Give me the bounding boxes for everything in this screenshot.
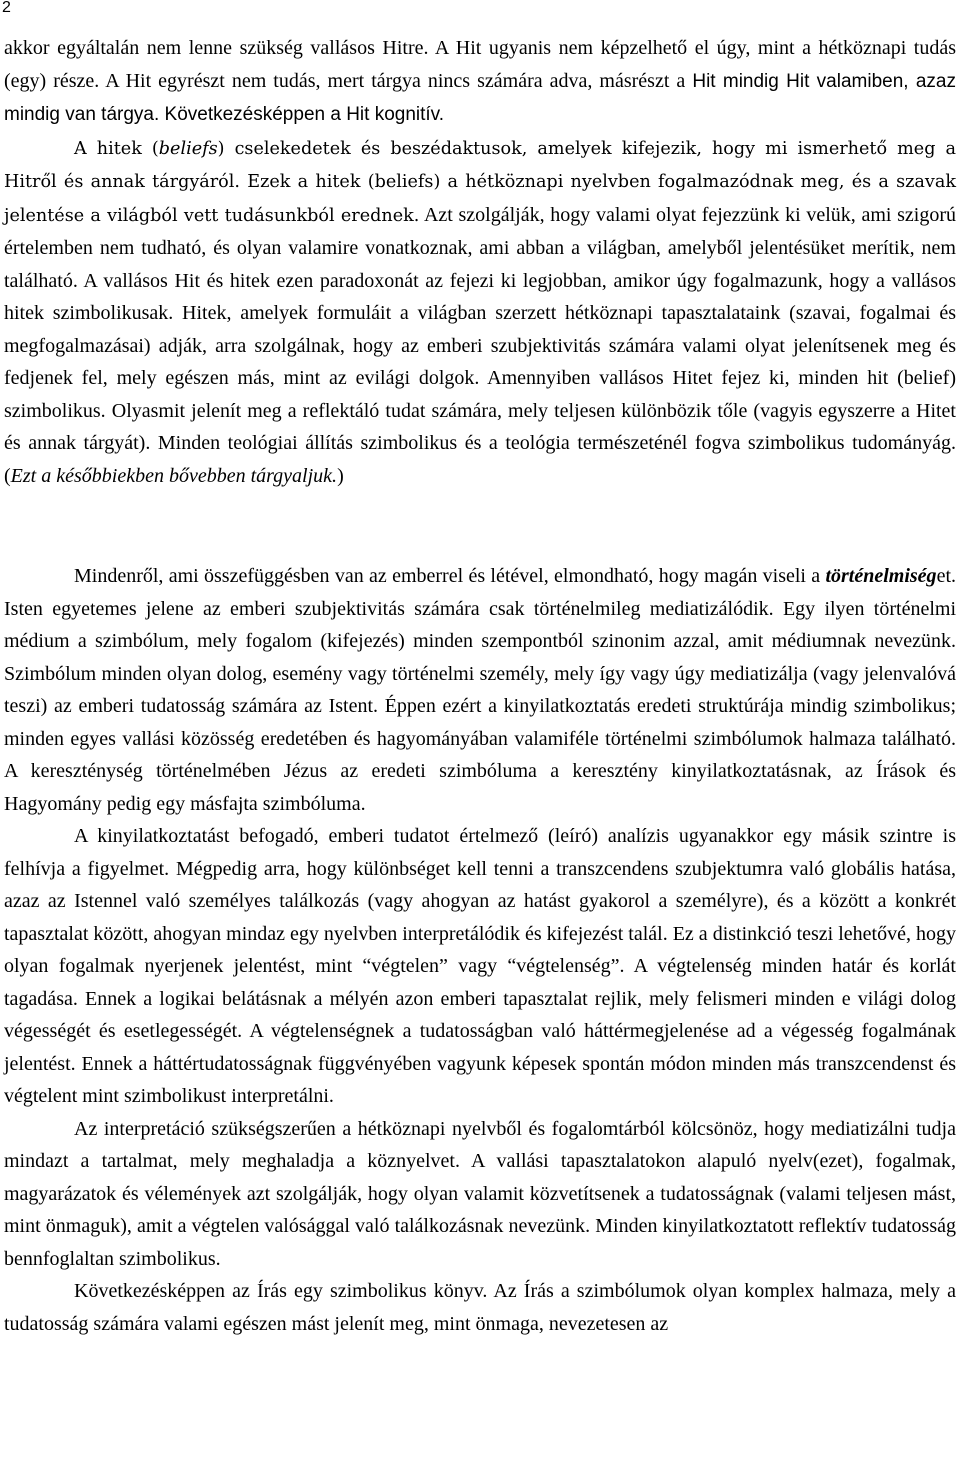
paragraph-2-italic-note: Ezt a későbbiekben bővebben tárgyaljuk. (10, 464, 338, 487)
text-block-main (4, 560, 956, 1340)
paragraph-6: Következésképpen az Írás egy szimbolikus könyv. Az Írás a szimbólumok olyan komplex halmaza, mely a tudatosság számára valami egészen mást jelenít meg, mint önmaga, nevezetesen az (4, 1280, 956, 1335)
paragraph-3 (4, 560, 956, 820)
paragraph-2-part-3: Azt szolgálják, hogy valami olyat fejezzünk ki velük, ami szigorú értelemben nem tudható, és olyan valamire vonatkoznak, ami abban a világban, amelyből jelentésüket merítik, nem található. (4, 203, 956, 292)
paragraph-2 (4, 132, 956, 493)
paragraph-3-emphasis: történelmiség (825, 565, 937, 587)
paragraph-1 (4, 32, 956, 132)
paragraph-2-part-4: A vallásos Hit és hitek ezen paradoxonát az fejezi ki legjobban, amikor úgy fogalmazunk, hogy a vallásos hitek szimbolikusak. Hitek, amelyek formuláit a világban szerzett hétköznapi tapasztalataink (szavai, fogalmai és megfogalmazásai) adják, arra szolgálnak, hogy az emberi szubjektivitás számára valami olyat jelenítsenek meg és fedjenek fel, mely egészen más, mint az evilági dolgok. Amennyiben vallásos Hitet fejez ki, minden hit (belief) szimbolikus. Olyasmit jelenít meg a reflektáló tudat számára, mely teljesen különbözik tőle (vagyis egyszerre a Hitet és annak tárgyát). Minden teológiai állítás szimbolikus és a teológia természeténél fogva szimbolikus tudományág. ( (4, 269, 956, 487)
paragraph-3-part-1: Mindenről, ami összefüggésben van az emberrel és létével, elmondható, hogy magán viseli a (74, 565, 826, 587)
paragraph-4: A kinyilatkoztatást befogadó, emberi tudatot értelmező (leíró) analízis ugyanakkor egy másik szintre is felhívja a figyelmet. Mégpedig arra, hogy különbséget kell tenni a transzcendens szubjektumra való globális hatása, azaz az Istennel való személyes találkozás (vagy ahogyan az hatást gyakorol a személyre), és a között a konkrét tapasztalat között, ahogyan mindaz egy nyelvben interpretálódik és kifejezést talál. Ez a distinkció teszi lehetővé, hogy olyan fogalmak nyerjenek jelentést, mint “végtelen” vagy “végtelenség”. A végtelenség minden határ és korlát tagadása. Ennek a logikai belátásnak a mélyén azon emberi tapasztalat rejlik, mely felismeri minden e világi dolog végességét és esetlegességét. A végtelenségnek a tudatosságban való háttérmegjelenése ad a végesség fogalmának jelentést. Ennek a háttértudatosságnak függvényében vagyunk képesek spontán módon minden más transzcendenst és végtelent mint szimbolikust interpretálni. (4, 825, 956, 1107)
paragraph-2-beliefs: beliefs (158, 138, 218, 159)
paragraph-2-part-1: A hitek ( (74, 138, 159, 159)
paragraph-1-line-1: akkor egyáltalán nem lenne szükség vallásos Hitre. A Hit ugyanis nem képzelhető el úgy, mint a hétköznapi tudás (egy) része. A Hit egyrészt nem tudás, mert tárgya nincs számára adva, másrészt a (4, 37, 956, 92)
paragraph-2-part-5: ) (337, 464, 344, 487)
text-block-top (4, 32, 956, 492)
page-number: 2 (2, 0, 11, 16)
paragraph-1-line-2: Hit mindig Hit valamiben, azaz mindig van tárgya. Következésképpen a Hit kognitív. (4, 70, 957, 125)
paragraph-5: Az interpretáció szükségszerűen a hétköznapi nyelvből és fogalomtárból kölcsönöz, hogy mediatizálni tudja mindazt a tartalmat, mely meghaladja a köznyelvet. A vallási tapasztalatokon alapuló nyelv(ezet), fogalmak, magyarázatok és vélemények azt szolgálják, hogy olyan valamit közvetítsenek a tudatosságnak (valami teljesen mást, mint önmaguk), amit a végtelen valósággal való találkozásnak nevezünk. Minden kinyilatkoztatott reflektív tudatosság bennfoglaltan szimbolikus. (4, 1117, 956, 1270)
paragraph-2-part-2: ) cselekedetek és beszédaktusok, amelyek kifejezik, hogy mi ismerhető meg a Hitről és annak tárgyáról. Ezek a hitek (beliefs) a hétköznapi nyelvben fogalmazódnak meg, és a szavak jelentése a világból vett tudásunkból erednek. (4, 138, 957, 226)
paragraph-3-part-2: et. Isten egyetemes jelene az emberi szubjektivitás számára csak történelmileg mediatizálódik. Egy ilyen történelmi médium a szimbólum, mely fogalom (kifejezés) minden szempontból szinonim azzal, amit médiumnak nevezünk. Szimbólum minden olyan dolog, esemény vagy történelmi személy, mely így vagy úgy mediatizálja (vagy jelenvalóvá teszi) az emberi tudatosság számára az Istent. Éppen ezért a kinyilatkoztatás eredeti struktúrája mindig szimbolikus; minden egyes vallási közösség eredetében és hagyományában valamiféle történelmi szimbólumok halmaza található. A kereszténység történelmében Jézus az eredeti szimbóluma a keresztény kinyilatkoztatásnak, az Írások és Hagyomány pedig egy másfajta szimbóluma. (4, 565, 956, 815)
